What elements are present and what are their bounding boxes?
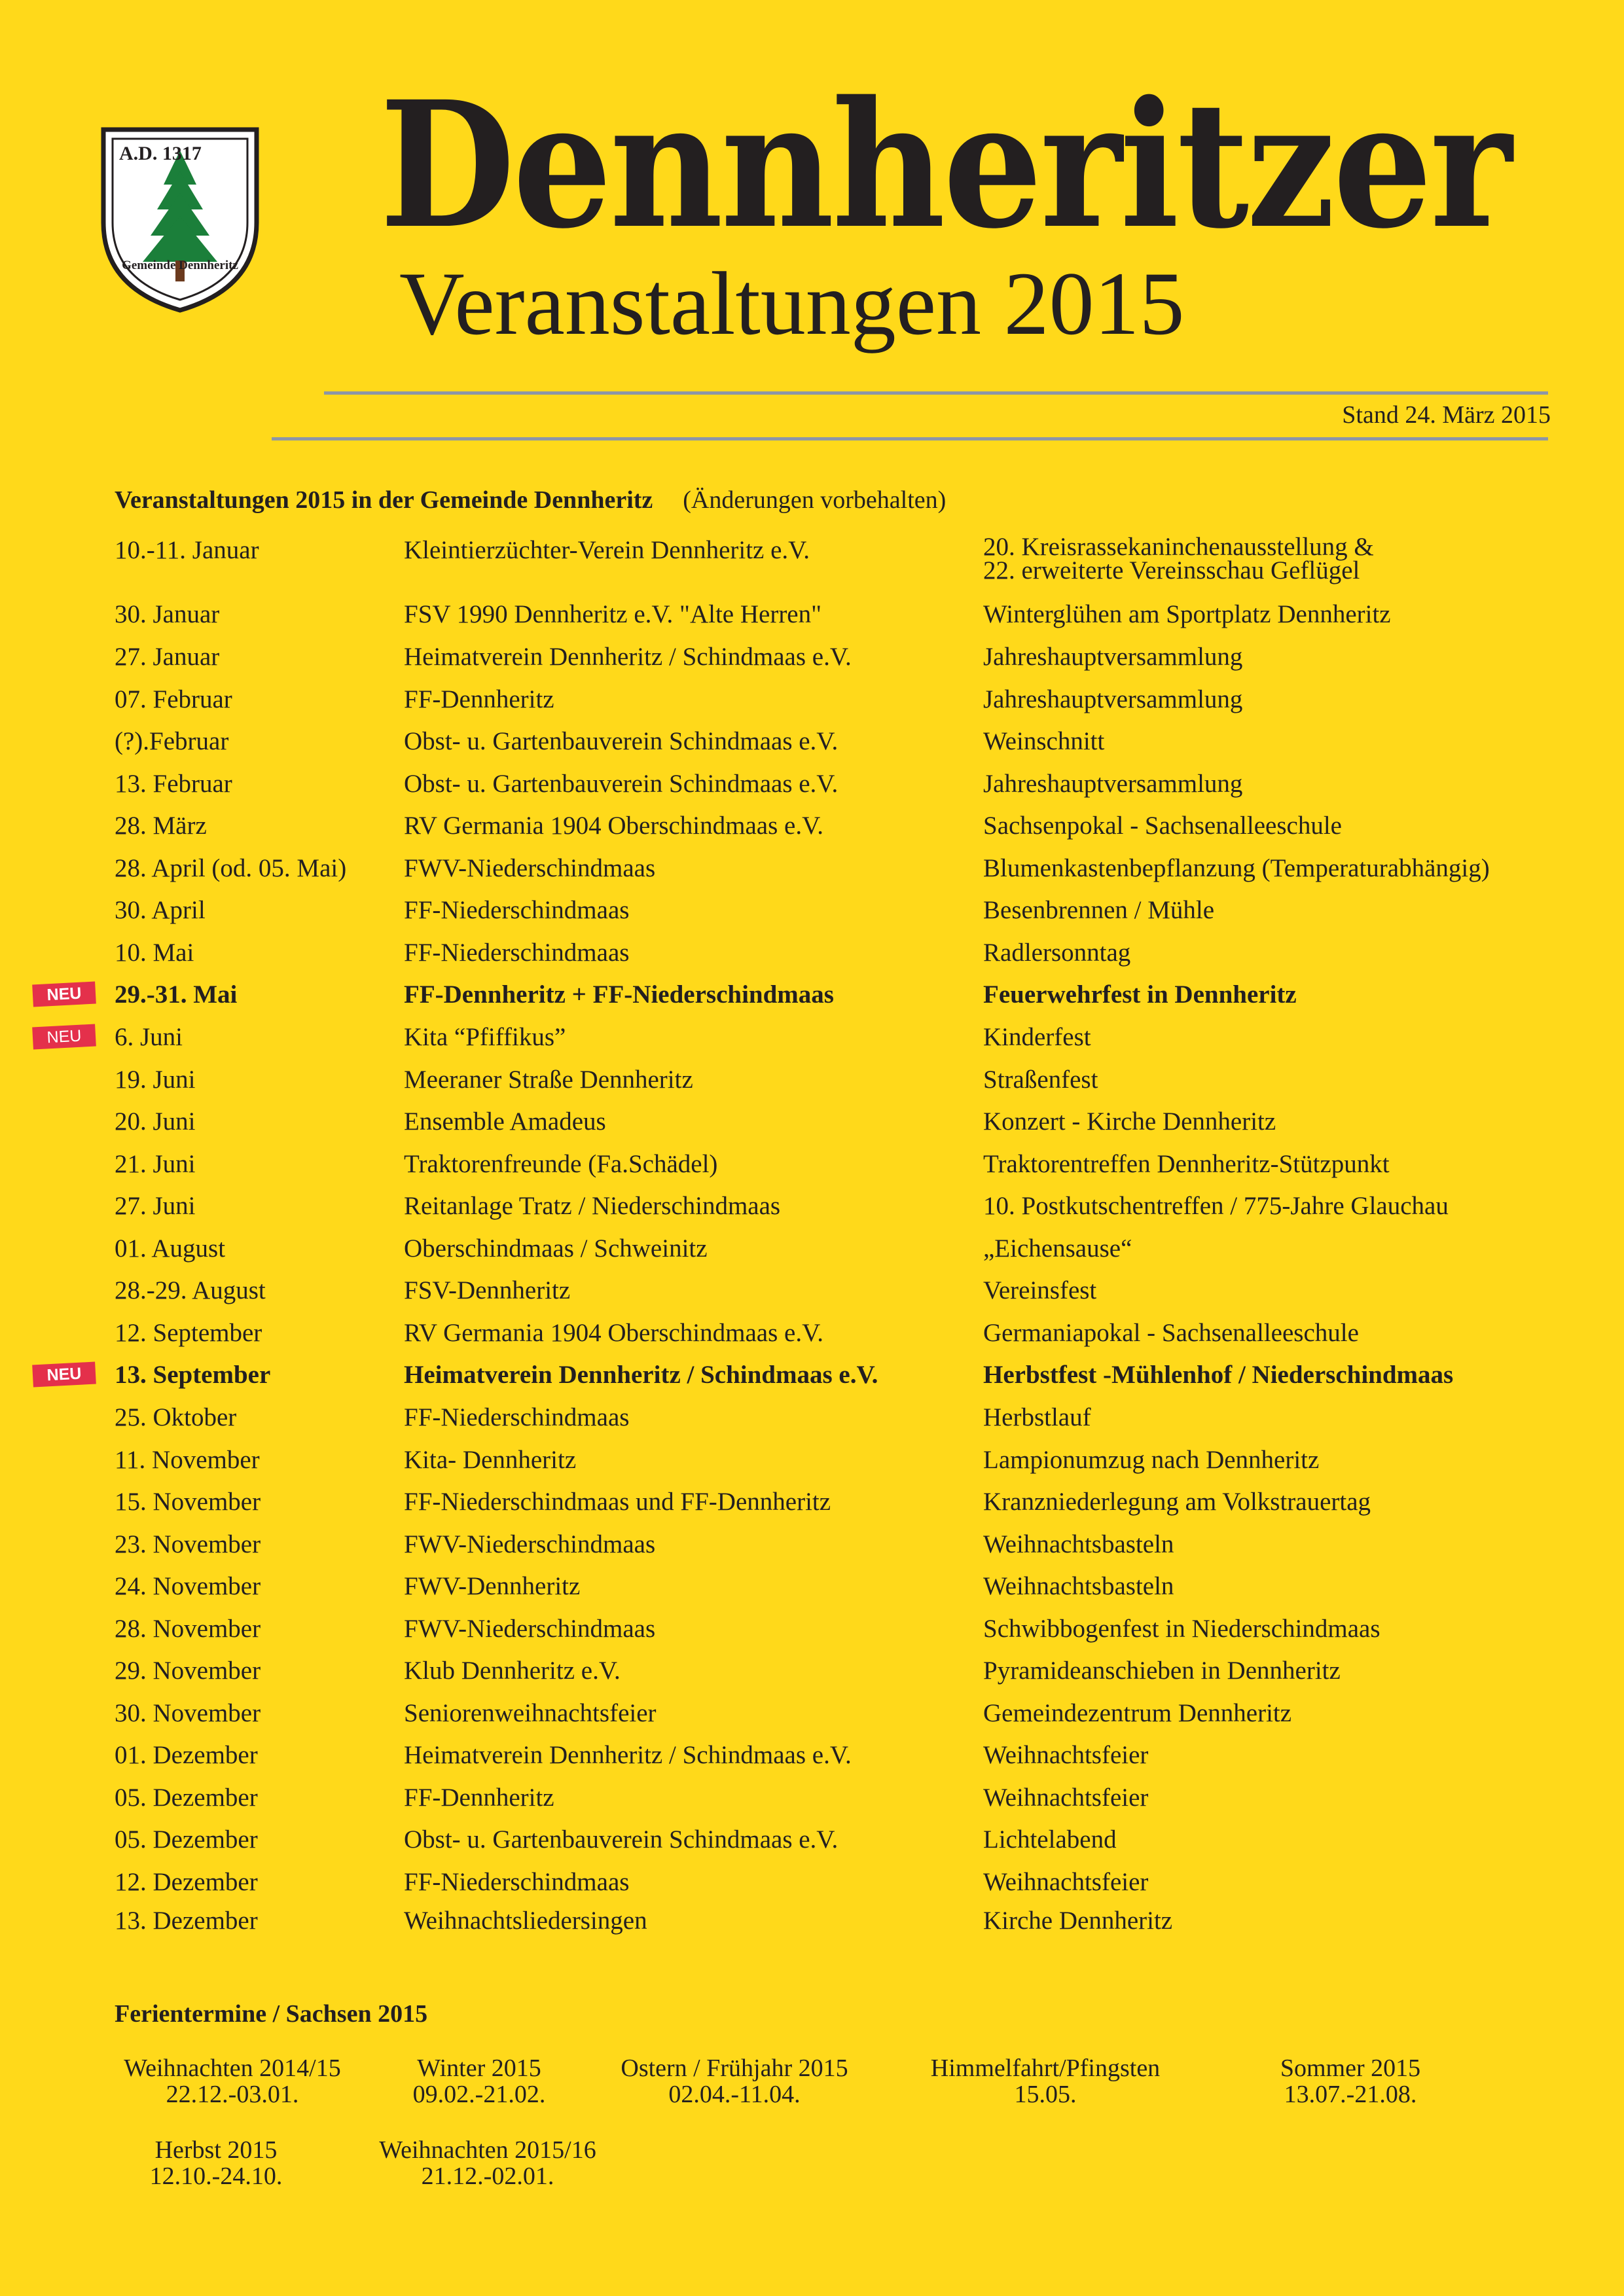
event-date: 12. September <box>115 1319 262 1347</box>
event-date: 05. Dezember <box>115 1825 258 1854</box>
event-organizer: Kita- Dennheritz <box>404 1446 577 1474</box>
page-title: Dennheritzer <box>380 63 1510 267</box>
event-description: Schwibbogenfest in Niederschindmaas <box>983 1615 1380 1643</box>
event-row <box>0 811 1624 850</box>
event-date: 13. Dezember <box>115 1907 258 1935</box>
event-organizer: FF-Dennheritz + FF-Niederschindmaas <box>404 980 834 1009</box>
event-row <box>0 895 1624 935</box>
event-description: Kinderfest <box>983 1023 1091 1051</box>
holiday-dates: 12.10.-24.10. <box>149 2162 283 2190</box>
event-row <box>0 600 1624 639</box>
event-row <box>0 1149 1624 1189</box>
event-description: Kirche Dennheritz <box>983 1907 1173 1935</box>
event-date: 10. Mai <box>115 939 194 967</box>
event-description-line: 20. Kreisrassekaninchenausstellung & <box>983 533 1374 561</box>
event-row <box>0 1022 1624 1062</box>
holidays-section-title: Ferientermine / Sachsen 2015 <box>115 2000 428 2028</box>
event-organizer: Klub Dennheritz e.V. <box>404 1657 621 1685</box>
new-badge: NEU <box>32 1362 96 1388</box>
event-organizer: FWV-Niederschindmaas <box>404 1615 656 1643</box>
event-row <box>0 1360 1624 1399</box>
event-date: 12. Dezember <box>115 1868 258 1896</box>
event-date: 15. November <box>115 1488 261 1516</box>
holiday-dates: 13.07.-21.08. <box>1284 2081 1417 2108</box>
event-date: 13. Februar <box>115 770 232 798</box>
holiday-dates: 22.12.-03.01. <box>166 2081 299 2108</box>
event-row <box>0 1065 1624 1104</box>
event-row <box>0 769 1624 808</box>
event-organizer: Obst- u. Gartenbauverein Schindmaas e.V. <box>404 727 839 755</box>
event-organizer: Obst- u. Gartenbauverein Schindmaas e.V. <box>404 1825 839 1854</box>
holiday-item <box>1200 2055 1501 2108</box>
event-date: 27. Juni <box>115 1192 196 1220</box>
event-description: Germaniapokal - Sachsenalleeschule <box>983 1319 1359 1347</box>
holiday-item <box>584 2055 885 2108</box>
holiday-name: Weihnachten 2014/15 <box>124 2054 341 2082</box>
event-row <box>0 1614 1624 1653</box>
event-organizer: Kleintierzüchter-Verein Dennheritz e.V. <box>404 536 810 564</box>
event-organizer: FSV-Dennheritz <box>404 1276 571 1304</box>
holiday-dates: 02.04.-11.04. <box>668 2081 801 2108</box>
holiday-name: Himmelfahrt/Pfingsten <box>930 2054 1161 2082</box>
event-description: Jahreshauptversammlung <box>983 643 1243 671</box>
event-description: Gemeindezentrum Dennheritz <box>983 1699 1292 1727</box>
event-date: 28. April (od. 05. Mai) <box>115 854 347 882</box>
event-description: Vereinsfest <box>983 1276 1097 1304</box>
new-badge: NEU <box>32 982 96 1007</box>
event-row <box>0 1740 1624 1780</box>
event-description: Blumenkastenbepflanzung (Temperaturabhängig) <box>983 854 1490 882</box>
event-organizer: FWV-Niederschindmaas <box>404 1530 656 1558</box>
event-description: Lichtelabend <box>983 1825 1117 1854</box>
event-organizer: FF-Niederschindmaas <box>404 1403 630 1431</box>
holiday-item <box>65 2137 367 2189</box>
event-row <box>0 1318 1624 1357</box>
event-organizer: FWV-Dennheritz <box>404 1572 581 1600</box>
events-section-note: (Änderungen vorbehalten) <box>683 486 947 514</box>
holiday-item <box>337 2137 638 2189</box>
event-organizer: Seniorenweihnachtsfeier <box>404 1699 657 1727</box>
event-description: Pyramideanschieben in Dennheritz <box>983 1657 1341 1685</box>
event-date: 23. November <box>115 1530 261 1558</box>
event-date: 07. Februar <box>115 685 232 713</box>
event-organizer: FF-Dennheritz <box>404 1784 554 1812</box>
event-date: 29. November <box>115 1657 261 1685</box>
event-description-line: 22. erweiterte Vereinsschau Geflügel <box>983 556 1360 584</box>
page-subtitle: Veranstaltungen 2015 <box>399 253 1185 353</box>
event-organizer: FF-Dennheritz <box>404 685 554 713</box>
holiday-name: Winter 2015 <box>417 2054 541 2082</box>
holiday-dates: 15.05. <box>1014 2081 1077 2108</box>
holiday-dates: 09.02.-21.02. <box>412 2081 546 2108</box>
event-organizer: RV Germania 1904 Oberschindmaas e.V. <box>404 812 823 840</box>
event-organizer: Reitanlage Tratz / Niederschindmaas <box>404 1192 781 1220</box>
event-description: Weihnachtsbasteln <box>983 1530 1174 1558</box>
event-organizer: Oberschindmaas / Schweinitz <box>404 1234 708 1263</box>
events-section-header <box>115 486 946 514</box>
event-row <box>0 1571 1624 1611</box>
event-description <box>983 535 1374 583</box>
event-date: 28. November <box>115 1615 261 1643</box>
event-organizer: RV Germania 1904 Oberschindmaas e.V. <box>404 1319 823 1347</box>
event-organizer: Traktorenfreunde (Fa.Schädel) <box>404 1150 718 1178</box>
event-date: 11. November <box>115 1446 260 1474</box>
event-description: Lampionumzug nach Dennheritz <box>983 1446 1320 1474</box>
event-description: Straßenfest <box>983 1066 1098 1094</box>
event-row <box>0 1107 1624 1146</box>
event-date: 01. August <box>115 1234 226 1263</box>
event-row <box>0 1403 1624 1442</box>
event-date: 21. Juni <box>115 1150 196 1178</box>
event-description: 10. Postkutschentreffen / 775-Jahre Glauchau <box>983 1192 1449 1220</box>
event-row <box>0 980 1624 1019</box>
event-description: Feuerwehrfest in Dennheritz <box>983 980 1297 1009</box>
holiday-name: Sommer 2015 <box>1280 2054 1421 2082</box>
event-row <box>0 1487 1624 1526</box>
event-description: Herbstfest -Mühlenhof / Niederschindmaas <box>983 1361 1454 1389</box>
event-row <box>0 1867 1624 1907</box>
event-row <box>0 1656 1624 1695</box>
event-description: Winterglühen am Sportplatz Dennheritz <box>983 600 1391 628</box>
event-organizer: FF-Niederschindmaas <box>404 1868 630 1896</box>
event-organizer: Weihnachtsliedersingen <box>404 1907 647 1935</box>
event-date: 29.-31. Mai <box>115 980 238 1009</box>
event-description: Herbstlauf <box>983 1403 1091 1431</box>
event-organizer: FF-Niederschindmaas und FF-Dennheritz <box>404 1488 831 1516</box>
holiday-name: Ostern / Frühjahr 2015 <box>621 2054 848 2082</box>
event-description: Weinschnitt <box>983 727 1105 755</box>
events-section-title: Veranstaltungen 2015 in der Gemeinde Dennheritz <box>115 486 653 514</box>
event-date: 20. Juni <box>115 1107 196 1136</box>
event-date: 13. September <box>115 1361 271 1389</box>
event-row <box>0 1906 1624 1945</box>
event-organizer: Meeraner Straße Dennheritz <box>404 1066 693 1094</box>
event-row <box>0 642 1624 681</box>
event-description: Jahreshauptversammlung <box>983 685 1243 713</box>
event-date: 01. Dezember <box>115 1741 258 1769</box>
event-description: Konzert - Kirche Dennheritz <box>983 1107 1276 1136</box>
event-date: 6. Juni <box>115 1023 183 1051</box>
event-row <box>0 1234 1624 1273</box>
event-organizer: Heimatverein Dennheritz / Schindmaas e.V. <box>404 1361 878 1389</box>
event-organizer: FWV-Niederschindmaas <box>404 854 656 882</box>
event-date: 28.-29. August <box>115 1276 266 1304</box>
event-row <box>0 685 1624 724</box>
event-description: Jahreshauptversammlung <box>983 770 1243 798</box>
event-description: Weihnachtsbasteln <box>983 1572 1174 1600</box>
event-organizer: Heimatverein Dennheritz / Schindmaas e.V. <box>404 1741 852 1769</box>
event-organizer: Heimatverein Dennheritz / Schindmaas e.V. <box>404 643 852 671</box>
event-row <box>0 1783 1624 1822</box>
event-organizer: Ensemble Amadeus <box>404 1107 606 1136</box>
event-description: „Eichensause“ <box>983 1234 1132 1263</box>
holiday-name: Herbst 2015 <box>154 2136 278 2164</box>
header-divider-top <box>324 391 1548 395</box>
event-row <box>0 1698 1624 1738</box>
new-badge: NEU <box>32 1024 96 1050</box>
event-organizer: FF-Niederschindmaas <box>404 896 630 924</box>
event-date: 24. November <box>115 1572 261 1600</box>
event-row <box>0 726 1624 766</box>
event-row <box>0 533 1624 584</box>
event-description: Weihnachtsfeier <box>983 1784 1149 1812</box>
event-row <box>0 1530 1624 1569</box>
event-date: 27. Januar <box>115 643 220 671</box>
event-row <box>0 1445 1624 1484</box>
event-row <box>0 1825 1624 1864</box>
event-date: 30. November <box>115 1699 261 1727</box>
municipality-crest <box>98 124 262 314</box>
event-date: 19. Juni <box>115 1066 196 1094</box>
event-organizer: FSV 1990 Dennheritz e.V. "Alte Herren" <box>404 600 822 628</box>
event-organizer: FF-Niederschindmaas <box>404 939 630 967</box>
event-date: (?).Februar <box>115 727 229 755</box>
holiday-name: Weihnachten 2015/16 <box>379 2136 596 2164</box>
event-description: Kranzniederlegung am Volkstrauertag <box>983 1488 1371 1516</box>
event-description: Radlersonntag <box>983 939 1131 967</box>
event-row <box>0 1276 1624 1315</box>
event-description: Weihnachtsfeier <box>983 1868 1149 1896</box>
event-date: 05. Dezember <box>115 1784 258 1812</box>
header-divider-bottom <box>272 437 1548 440</box>
status-date: Stand 24. März 2015 <box>1342 401 1551 429</box>
event-date: 25. Oktober <box>115 1403 237 1431</box>
event-date: 30. April <box>115 896 206 924</box>
holiday-dates: 21.12.-02.01. <box>421 2162 554 2190</box>
event-organizer: Obst- u. Gartenbauverein Schindmaas e.V. <box>404 770 839 798</box>
event-description: Besenbrennen / Mühle <box>983 896 1215 924</box>
crest-top-text: A.D. 1317 <box>119 143 202 164</box>
event-date: 10.-11. Januar <box>115 536 259 564</box>
holiday-item <box>895 2055 1196 2108</box>
event-row <box>0 853 1624 893</box>
crest-side-text: Gemeinde Dennheritz <box>122 259 238 272</box>
event-row <box>0 1191 1624 1230</box>
event-row <box>0 938 1624 977</box>
event-date: 28. März <box>115 812 207 840</box>
event-description: Weihnachtsfeier <box>983 1741 1149 1769</box>
event-description: Traktorentreffen Dennheritz-Stützpunkt <box>983 1150 1390 1178</box>
event-description: Sachsenpokal - Sachsenalleeschule <box>983 812 1342 840</box>
event-date: 30. Januar <box>115 600 220 628</box>
event-organizer: Kita “Pfiffikus” <box>404 1023 566 1051</box>
